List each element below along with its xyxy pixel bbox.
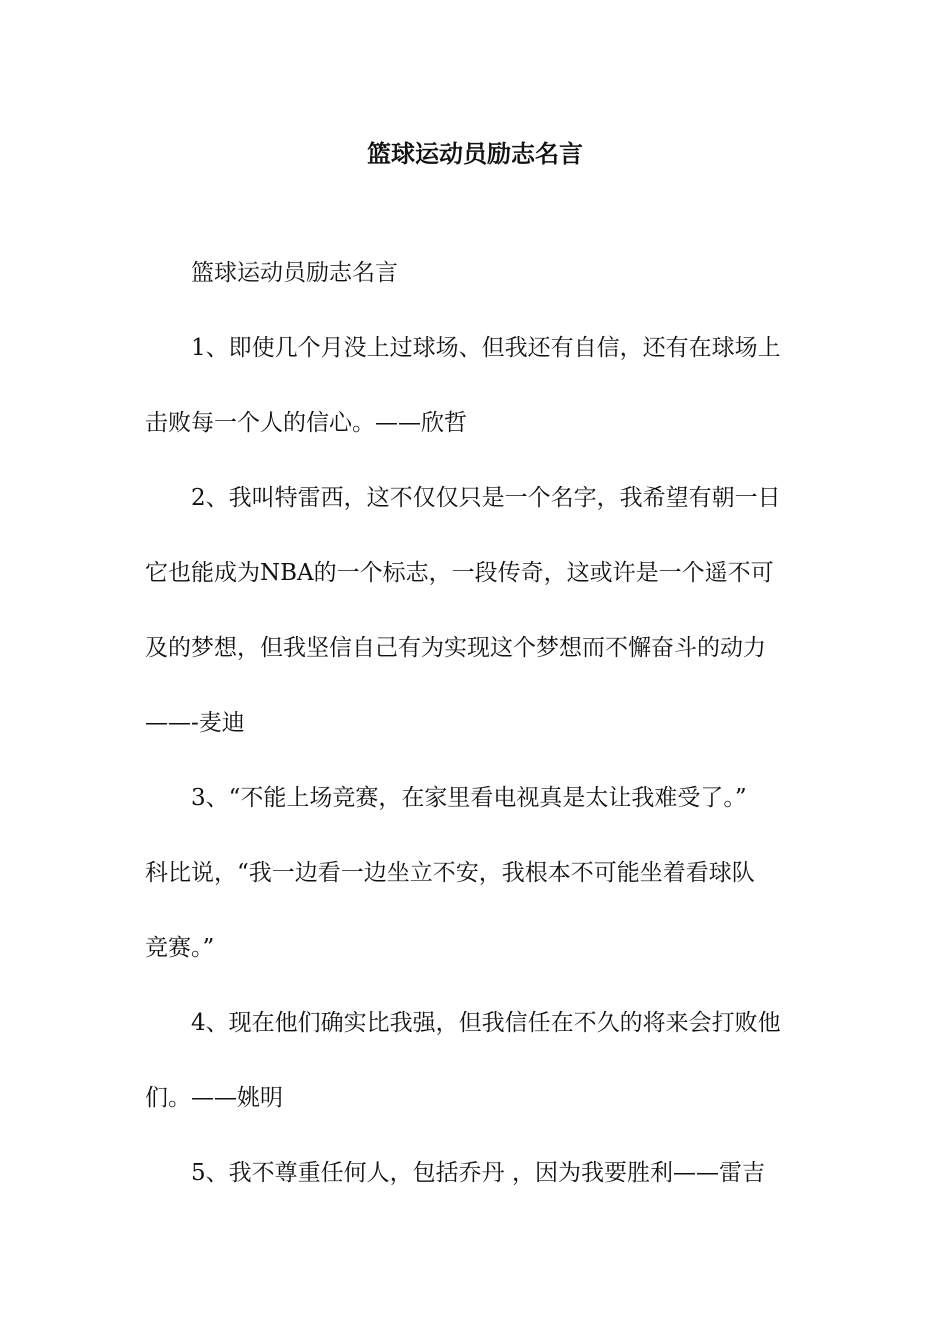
text-line: 篮球运动员励志名言 [191, 260, 398, 286]
text-line: 1、即使几个月没上过球场、但我还有自信，还有在球场上 [191, 335, 781, 361]
text-line: 3、“不能上场竞赛，在家里看电视真是太让我难受了。” [191, 785, 747, 811]
text-line: 5、我不尊重任何人，包括乔丹 ，因为我要胜利——雷吉 [191, 1160, 765, 1186]
document-title: 篮球运动员励志名言 [367, 139, 583, 168]
text-line: 2、我叫特雷西，这不仅仅只是一个名字，我希望有朝一日 [191, 485, 781, 511]
text-line: 竞赛。” [145, 935, 215, 961]
text-line: 们。——姚明 [145, 1085, 283, 1111]
text-line: 它也能成为NBA的一个标志，一段传奇，这或许是一个遥不可 [145, 560, 774, 586]
document-body [145, 255, 807, 1230]
text-line: 及的梦想，但我坚信自己有为实现这个梦想而不懈奋斗的动力 [145, 635, 766, 661]
text-line: ——-麦迪 [145, 710, 245, 736]
text-line: 击败每一个人的信心。——欣哲 [145, 410, 467, 436]
text-line: 4、现在他们确实比我强，但我信任在不久的将来会打败他 [191, 1010, 781, 1036]
text-line: 科比说，“我一边看一边坐立不安，我根本不可能坐着看球队 [145, 860, 755, 886]
